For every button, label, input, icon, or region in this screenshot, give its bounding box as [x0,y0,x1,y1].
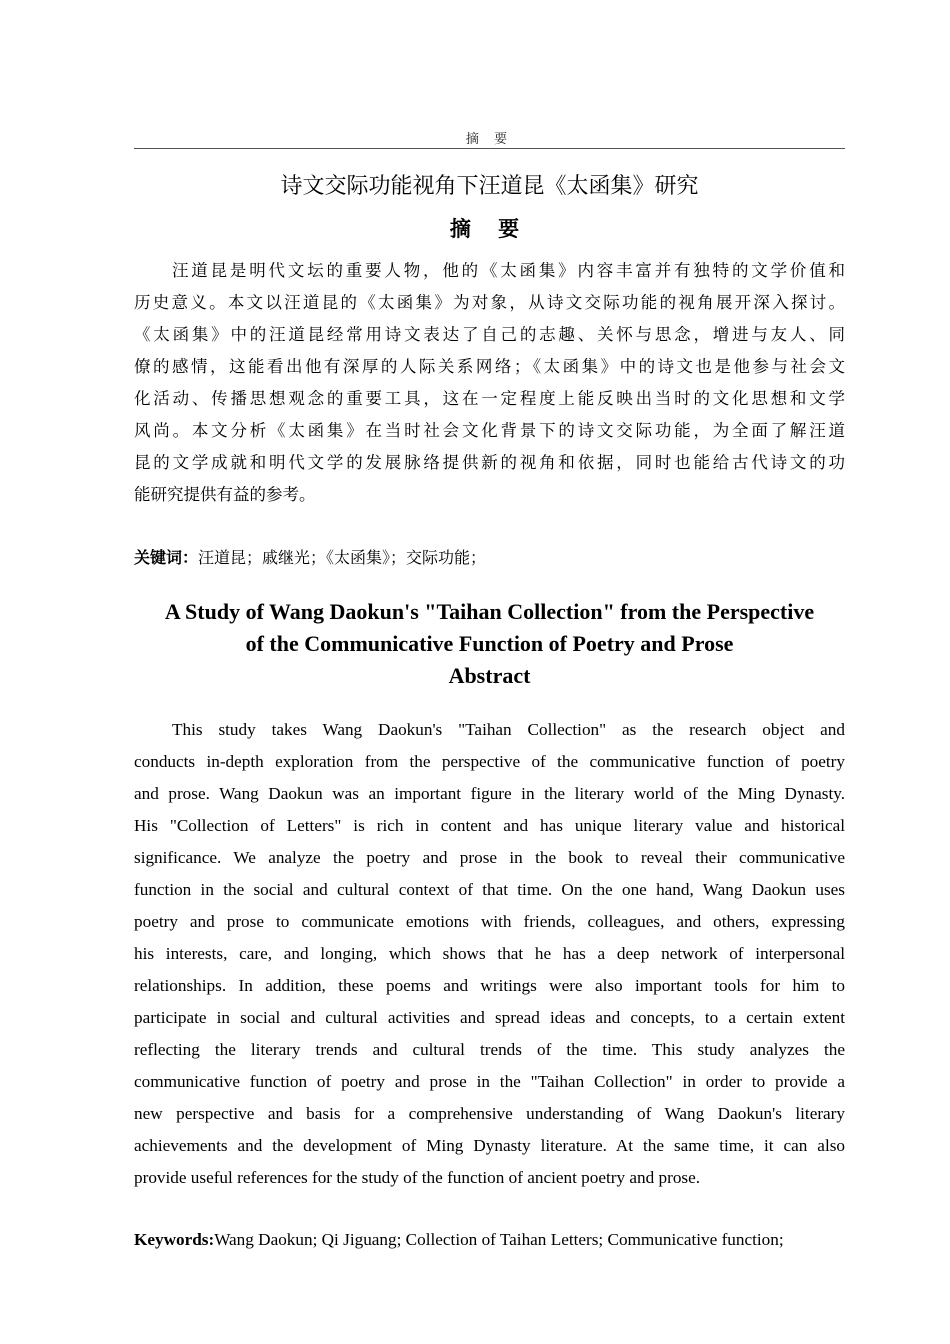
chinese-keywords-value: 汪道昆；戚继光；《太函集》；交际功能； [198,548,487,567]
english-keywords-value: Wang Daokun; Qi Jiguang; Collection of Taihan Letters; Communicative function; [214,1230,784,1249]
english-keywords [134,1225,874,1255]
chinese-abstract-line: 化活动、传播思想观念的重要工具，这在一定程度上能反映出当时的文化思想和文学 [134,389,845,408]
english-abstract-line: poetry and prose to communicate emotions with friends, colleagues, and others, expressing [134,912,845,931]
english-keywords-label: Keywords: [134,1230,215,1249]
chinese-abstract-body [134,255,845,511]
english-abstract-line: reflecting the literary trends and cultural trends of the time. This study analyzes the [134,1040,845,1059]
chinese-abstract-heading: 摘 要 [449,217,530,241]
chinese-abstract-line: 昆的文学成就和明代文学的发展脉络提供新的视角和依据，同时也能给古代诗文的功 [134,453,845,472]
chinese-keywords [134,543,845,573]
english-abstract-line: significance. We analyze the poetry and prose in the book to reveal their communicative [134,848,845,867]
english-title-line: of the Communicative Function of Poetry and Prose [245,631,734,656]
chinese-abstract-line: 汪道昆是明代文坛的重要人物，他的《太函集》内容丰富并有独特的文学价值和 [172,261,845,280]
english-abstract-heading: Abstract [448,663,531,688]
chinese-abstract-line: 风尚。本文分析《太函集》在当时社会文化背景下的诗文交际功能，为全面了解汪道 [134,421,845,440]
english-abstract-body [134,714,845,1194]
chinese-abstract-line: 《太函集》中的汪道昆经常用诗文表达了自己的志趣、关怀与思念，增进与友人、同 [134,325,845,344]
english-abstract-line: participate in social and cultural activities and spread ideas and concepts, to a certain extent [134,1008,845,1027]
chinese-abstract-line: 僚的感情，这能看出他有深厚的人际关系网络；《太函集》中的诗文也是他参与社会文 [134,357,845,376]
english-abstract-line: conducts in-depth exploration from the perspective of the communicative function of poetry [134,752,845,771]
english-abstract-line: communicative function of poetry and prose in the "Taihan Collection" in order to provide a [134,1072,845,1091]
english-abstract-line: his interests, care, and longing, which shows that he has a deep network of interpersonal [134,944,845,963]
english-abstract-line: new perspective and basis for a comprehensive understanding of Wang Daokun's literary [134,1104,845,1123]
english-abstract-line: function in the social and cultural context of that time. On the one hand, Wang Daokun uses [134,880,845,899]
chinese-abstract-line: 能研究提供有益的参考。 [134,485,316,504]
english-abstract-line: provide useful references for the study of the function of ancient poetry and prose. [134,1168,701,1187]
english-abstract-line: achievements and the development of Ming Dynasty literature. At the same time, it can also [134,1136,845,1155]
running-header: 摘 要 [465,131,514,146]
chinese-keywords-label: 关键词： [134,548,199,567]
english-abstract-line: and prose. Wang Daokun was an important figure in the literary world of the Ming Dynasty. [134,784,845,803]
header-rule [134,148,845,149]
chinese-title: 诗文交际功能视角下汪道昆《太函集》研究 [280,174,699,199]
english-abstract-line: His "Collection of Letters" is rich in content and has unique literary value and historical [134,816,845,835]
english-abstract-line: relationships. In addition, these poems and writings were also important tools for him to [134,976,845,995]
english-abstract-line: This study takes Wang Daokun's "Taihan Collection" as the research object and [172,720,845,739]
chinese-abstract-line: 历史意义。本文以汪道昆的《太函集》为对象，从诗文交际功能的视角展开深入探讨。 [134,293,845,312]
english-title-block [124,596,855,692]
english-title-line: A Study of Wang Daokun's "Taihan Collection" from the Perspective [164,599,815,624]
